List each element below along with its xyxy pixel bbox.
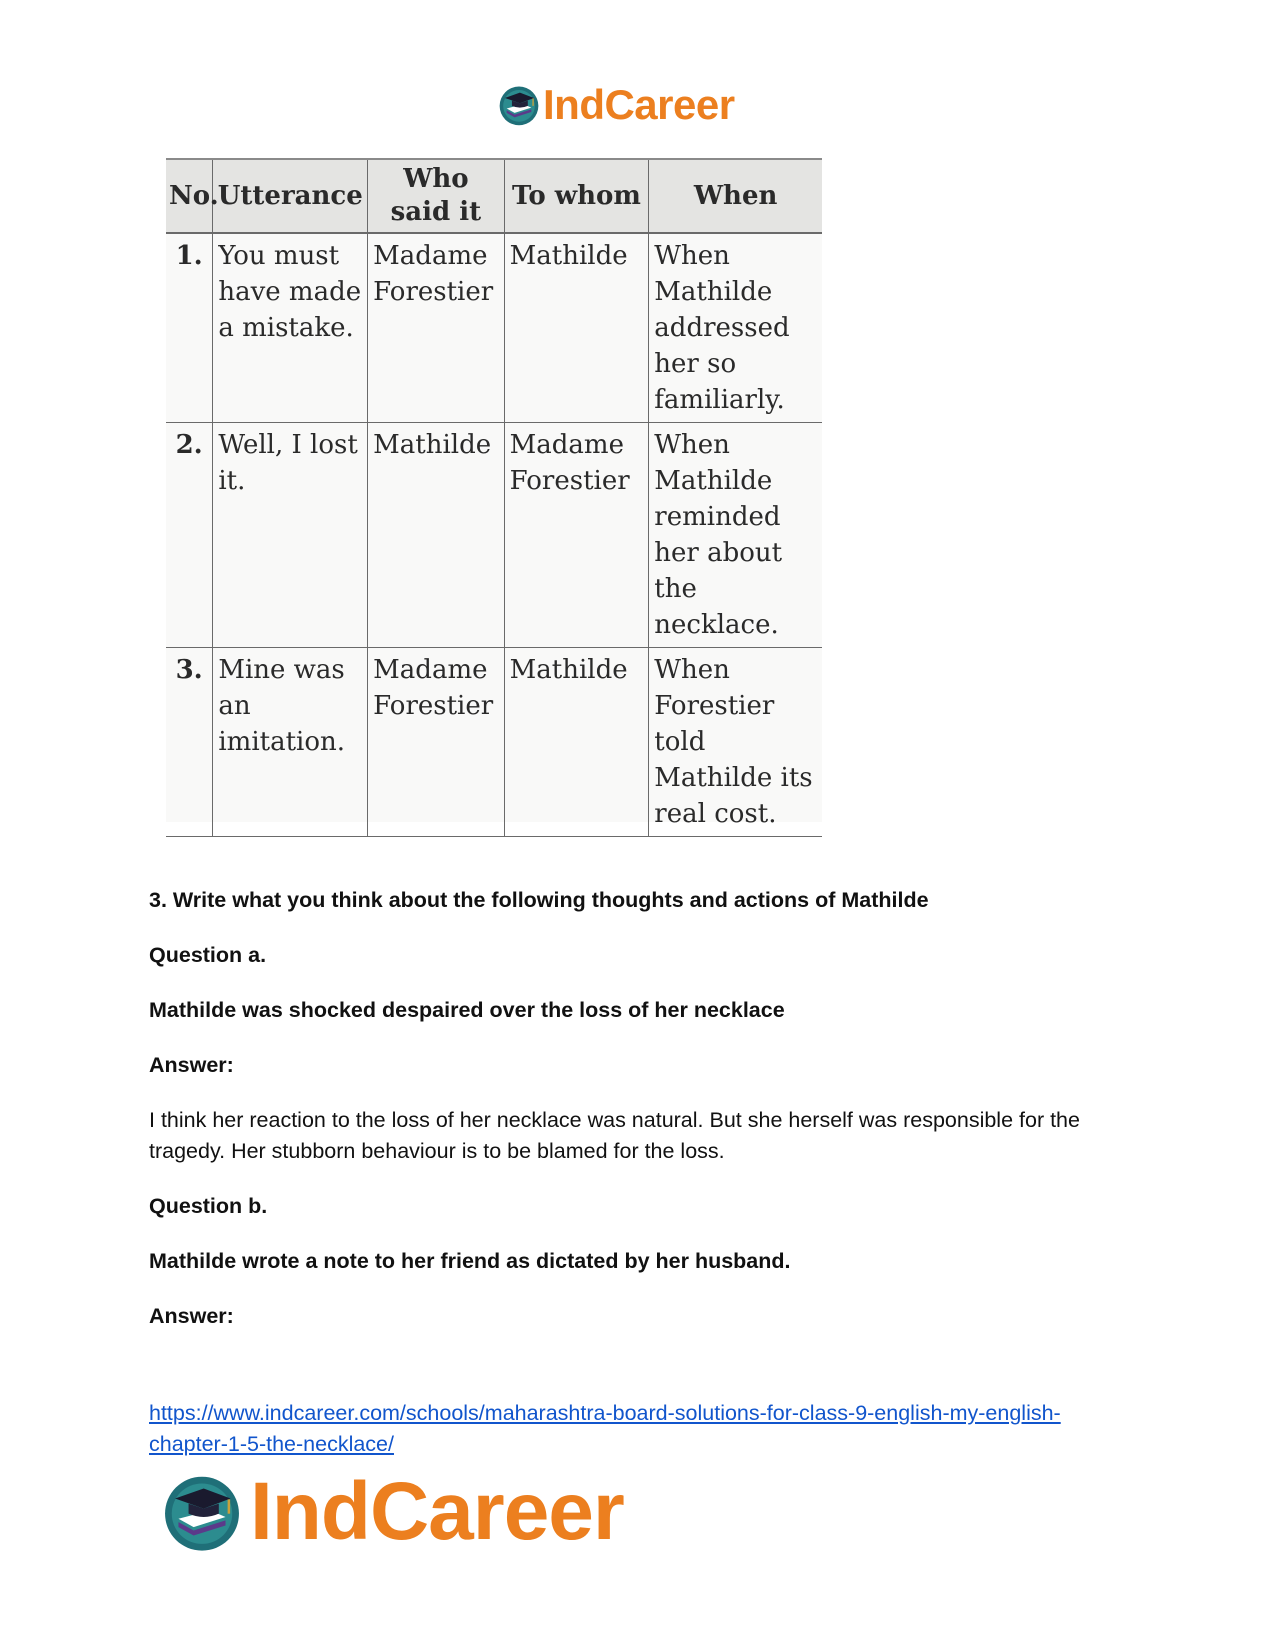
question-b-label: Question b. [149, 1194, 268, 1218]
utterance-cell: Well, I lost it. [213, 423, 368, 648]
answer-label: Answer: [149, 1053, 234, 1077]
who-cell: Madame Forestier [368, 648, 504, 837]
footer-link-block [149, 1398, 1139, 1460]
header-no: No. [166, 159, 213, 233]
question-heading: 3. Write what you think about the following thoughts and actions of Mathilde [149, 888, 929, 912]
when-cell: When Mathilde reminded her about the necklace. [649, 423, 822, 648]
logo-wordmark: IndCareer [250, 1466, 624, 1557]
graduation-cap-book-icon [497, 83, 541, 127]
source-url-link[interactable]: https://www.indcareer.com/schools/maharashtra-board-solutions-for-class-9-english-my-english-chapter-1-5-the-necklace/ [149, 1401, 1061, 1456]
scanned-table-image [166, 158, 822, 829]
answer-a-text: I think her reaction to the loss of her necklace was natural. But she herself was responsible for the tragedy. Her stubborn behaviour is to be blamed for the loss. [149, 1108, 1080, 1163]
logo-wordmark: IndCareer [543, 81, 735, 128]
table-row [166, 648, 822, 837]
question-a-text: Mathilde was shocked despaired over the loss of her necklace [149, 998, 785, 1022]
whom-cell: Mathilde [504, 648, 649, 837]
header-who-said-it: Who said it [368, 159, 504, 233]
header-utterance: Utterance [213, 159, 368, 233]
table-header-row [166, 159, 822, 233]
row-number: 3. [166, 648, 213, 837]
question-a-label: Question a. [149, 943, 267, 967]
utterance-table [166, 158, 822, 837]
indcareer-logo-bottom [160, 1462, 624, 1562]
utterance-cell: Mine was an imitation. [213, 648, 368, 837]
who-cell: Madame Forestier [368, 233, 504, 423]
graduation-cap-book-icon [160, 1470, 244, 1554]
header-to-whom: To whom [504, 159, 649, 233]
answer-label: Answer: [149, 1304, 234, 1328]
row-number: 1. [166, 233, 213, 423]
document-body [149, 885, 1129, 1356]
table-row [166, 423, 822, 648]
who-cell: Mathilde [368, 423, 504, 648]
whom-cell: Mathilde [504, 233, 649, 423]
header-when: When [649, 159, 822, 233]
indcareer-logo-top [497, 78, 735, 132]
row-number: 2. [166, 423, 213, 648]
when-cell: When Forestier told Mathilde its real cost. [649, 648, 822, 837]
question-b-text: Mathilde wrote a note to her friend as dictated by her husband. [149, 1249, 791, 1273]
when-cell: When Mathilde addressed her so familiarly. [649, 233, 822, 423]
table-row [166, 233, 822, 423]
utterance-cell: You must have made a mistake. [213, 233, 368, 423]
whom-cell: Madame Forestier [504, 423, 649, 648]
